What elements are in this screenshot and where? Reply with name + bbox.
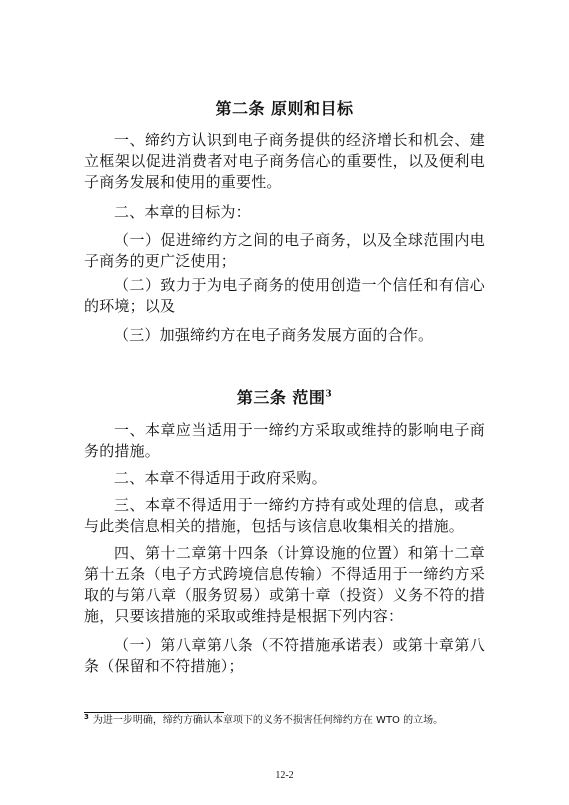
footnote-number: 3 xyxy=(84,712,89,721)
article-3-paragraph-1: 一、本章应当适用于一缔约方采取或维持的影响电子商务的措施。 xyxy=(84,421,485,460)
article-2-heading xyxy=(84,96,485,119)
page-number: 12-2 xyxy=(275,770,294,781)
article-2-item-1: （一）促进缔约方之间的电子商务，以及全球范围内电子商务的更广泛使用； xyxy=(84,231,485,270)
article-3-paragraph-4: 四、第十二章第十四条（计算设施的位置）和第十二章第十五条（电子方式跨境信息传输）不得适用于一缔约方采取的与第八章（服务贸易）或第十章（投资）义务不符的措施，只要该措施的采取或维持是根据下列内容： xyxy=(84,544,485,625)
article-3-heading xyxy=(84,385,485,408)
article-3-paragraph-2: 二、本章不得适用于政府采购。 xyxy=(114,469,327,487)
footnote xyxy=(84,714,485,728)
footnote-reference: 3 xyxy=(325,389,333,400)
article-2-item-3: （三）加强缔约方在电子商务发展方面的合作。 xyxy=(114,326,434,344)
footnote-separator xyxy=(84,712,224,713)
article-2-title: 第二条 原则和目标 xyxy=(215,99,354,118)
article-3-item-1: （一）第八章第八条（不符措施承诺表）或第十章第八条（保留和不符措施）； xyxy=(84,636,485,675)
article-2-item-2: （二）致力于为电子商务的使用创造一个信任和有信心的环境；以及 xyxy=(84,276,485,315)
article-3-title: 第三条 范围 xyxy=(236,388,326,407)
article-3-paragraph-3: 三、本章不得适用于一缔约方持有或处理的信息，或者与此类信息相关的措施，包括与该信息收集相关的措施。 xyxy=(84,496,485,535)
footnote-text: 为进一步明确，缔约方确认本章项下的义务不损害任何缔约方在 WTO 的立场。 xyxy=(92,715,444,726)
article-2-paragraph-2: 二、本章的目标为： xyxy=(114,203,251,221)
article-2-paragraph-1: 一、缔约方认识到电子商务提供的经济增长和机会、建立框架以促进消费者对电子商务信心的重要性，以及便利电子商务发展和使用的重要性。 xyxy=(84,131,485,191)
